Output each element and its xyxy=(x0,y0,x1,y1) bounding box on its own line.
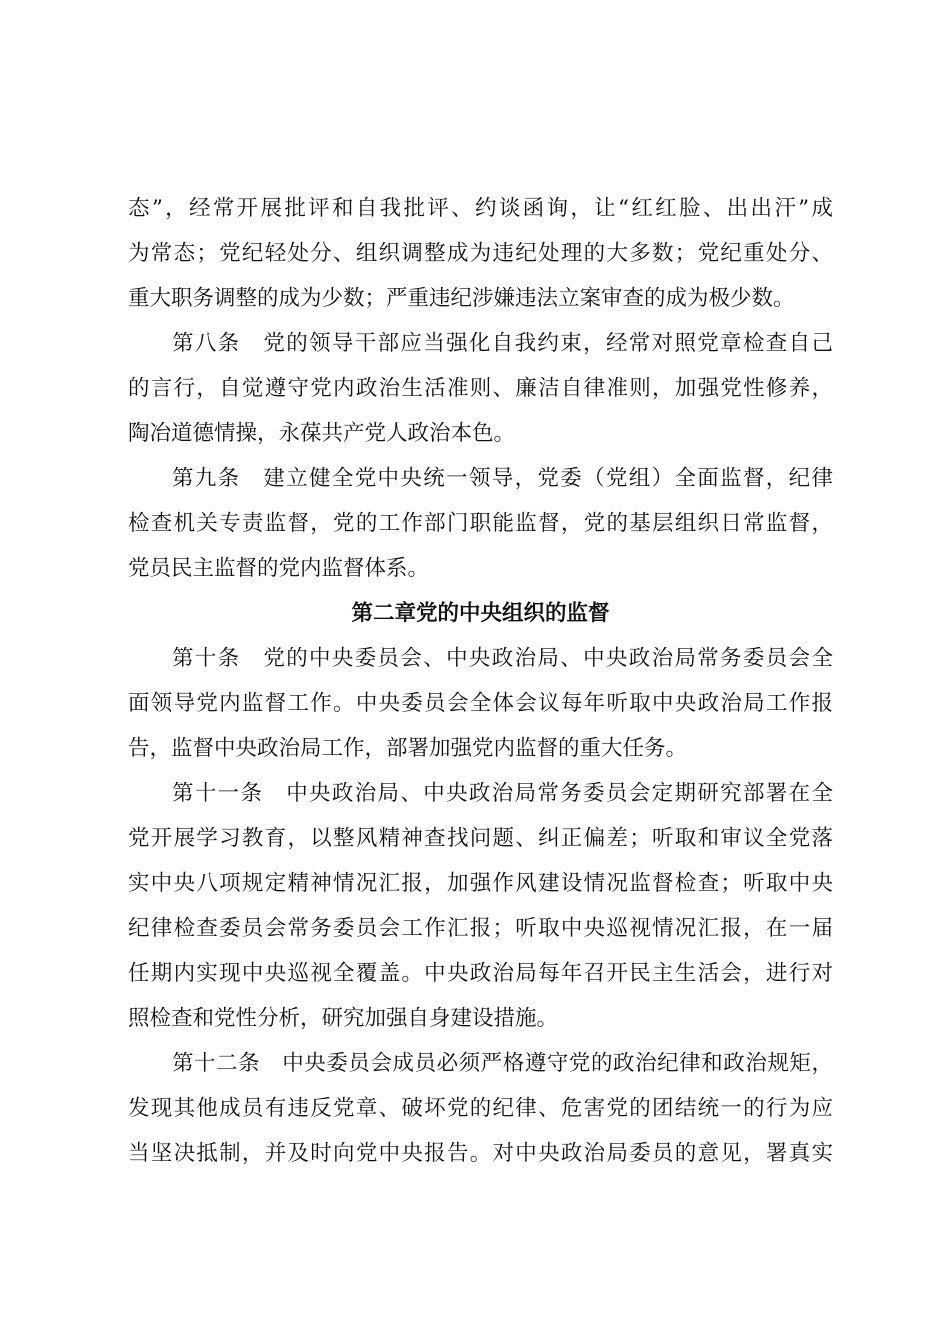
text-line: 第十二条 中央委员会成员必须严格遵守党的政治纪律和政治规矩， xyxy=(172,1051,833,1076)
paragraph-continuation xyxy=(128,186,833,321)
text-line: 第十条 党的中央委员会、中央政治局、中央政治局常务委员会全 xyxy=(172,646,833,671)
text-line: 重大职务调整的成为少数；严重违纪涉嫌违法立案审查的成为极少数。 xyxy=(128,286,795,311)
document-body xyxy=(128,186,833,1176)
text-line: 党开展学习教育，以整风精神查找问题、纠正偏差；听取和审议全党落 xyxy=(128,826,833,851)
text-line: 第十一条 中央政治局、中央政治局常务委员会定期研究部署在全 xyxy=(172,781,833,806)
text-line: 第九条 建立健全党中央统一领导，党委（党组）全面监督，纪律 xyxy=(172,466,833,491)
article-9 xyxy=(128,456,833,591)
text-line: 态”，经常开展批评和自我批评、约谈函询，让“红红脸、出出汗”成 xyxy=(128,196,833,221)
text-line: 面领导党内监督工作。中央委员会全体会议每年听取中央政治局工作报 xyxy=(128,691,833,716)
article-10 xyxy=(128,636,833,771)
text-line: 任期内实现中央巡视全覆盖。中央政治局每年召开民主生活会，进行对 xyxy=(128,961,833,986)
text-line: 检查机关专责监督，党的工作部门职能监督，党的基层组织日常监督， xyxy=(128,511,833,536)
text-line: 为常态；党纪轻处分、组织调整成为违纪处理的大多数；党纪重处分、 xyxy=(128,241,833,266)
article-8 xyxy=(128,321,833,456)
text-line: 陶冶道德情操，永葆共产党人政治本色。 xyxy=(128,421,516,446)
text-line: 发现其他成员有违反党章、破坏党的纪律、危害党的团结统一的行为应 xyxy=(128,1096,833,1121)
text-line: 党员民主监督的党内监督体系。 xyxy=(128,556,430,581)
text-line: 当坚决抵制，并及时向党中央报告。对中央政治局委员的意见，署真实 xyxy=(128,1141,833,1166)
text-line: 告，监督中央政治局工作，部署加强党内监督的重大任务。 xyxy=(128,736,688,761)
text-line: 实中央八项规定精神情况汇报，加强作风建设情况监督检查；听取中央 xyxy=(128,871,833,896)
chapter-heading: 第二章党的中央组织的监督 xyxy=(351,601,610,626)
text-line: 的言行，自觉遵守党内政治生活准则、廉洁自律准则，加强党性修养， xyxy=(128,376,833,401)
article-11 xyxy=(128,771,833,1041)
text-line: 照检查和党性分析，研究加强自身建设措施。 xyxy=(128,1006,559,1031)
text-line: 纪律检查委员会常务委员会工作汇报；听取中央巡视情况汇报，在一届 xyxy=(128,916,833,941)
text-line: 第八条 党的领导干部应当强化自我约束，经常对照党章检查自己 xyxy=(172,331,833,356)
article-12 xyxy=(128,1041,833,1176)
